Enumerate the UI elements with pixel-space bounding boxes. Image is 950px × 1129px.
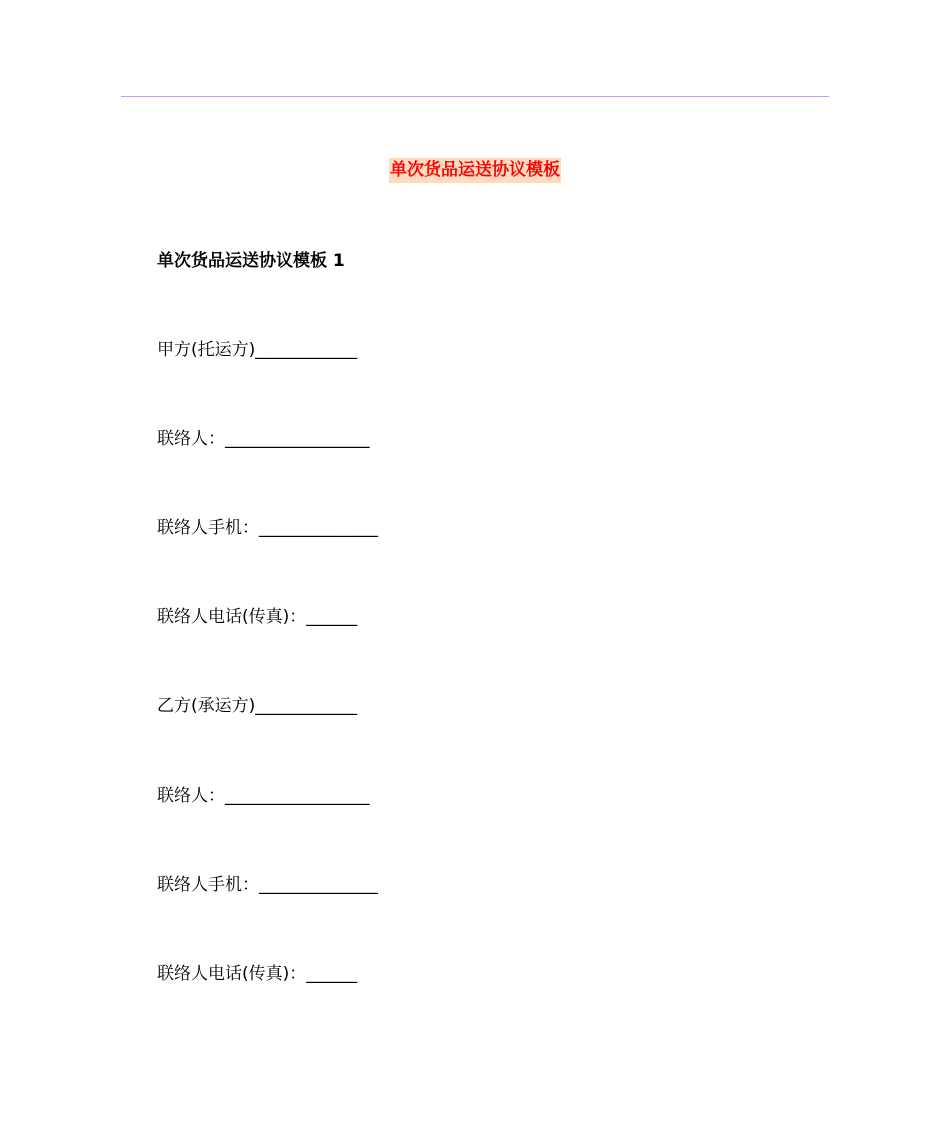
- party-a-mobile-line: 联络人手机：______________: [157, 518, 378, 538]
- party-b-phone-fax-line: 联络人电话(传真)：______: [157, 964, 358, 984]
- document-title: 单次货品运送协议模板: [389, 158, 561, 183]
- party-b-contact-line: 联络人：_________________: [157, 786, 370, 806]
- party-b-mobile-line: 联络人手机：______________: [157, 875, 378, 895]
- section-heading: 单次货品运送协议模板 1: [157, 251, 345, 271]
- title-container: [0, 158, 950, 183]
- party-a-phone-fax-line: 联络人电话(传真)：______: [157, 607, 358, 627]
- header-rule: [121, 96, 829, 97]
- party-a-line: 甲方(托运方)____________: [157, 340, 358, 360]
- party-b-line: 乙方(承运方)____________: [157, 696, 358, 716]
- party-a-contact-line: 联络人：_________________: [157, 429, 370, 449]
